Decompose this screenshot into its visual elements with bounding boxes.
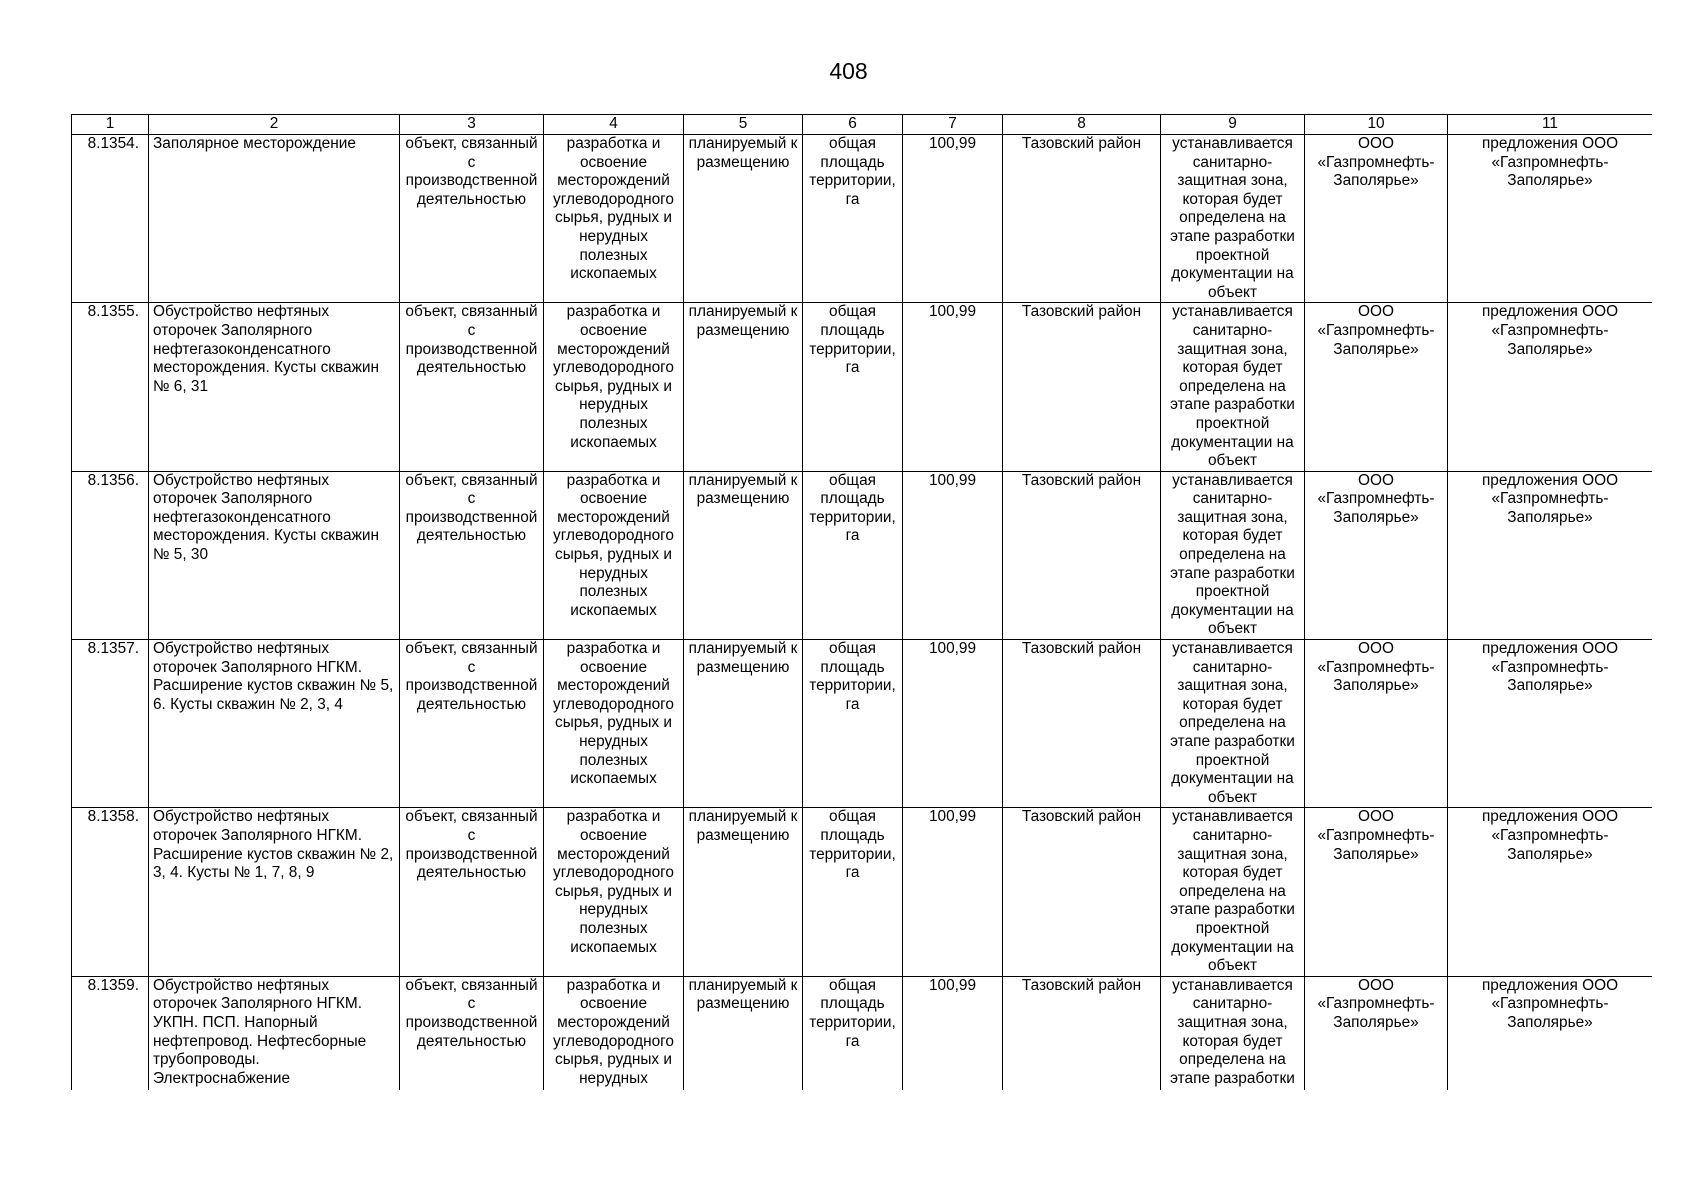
object-status: планируемый к размещению (684, 303, 803, 471)
object-status: планируемый к размещению (684, 135, 803, 303)
object-zone: устанавливается санитарно-защитная зона, которая будет определена на этапе разработки проектной документации на объект (1161, 135, 1305, 303)
objects-table (71, 114, 1652, 1090)
object-purpose: разработка и освоение месторождений углеводородного сырья, рудных и нерудных полезных ископаемых (544, 303, 684, 471)
object-name: Обустройство нефтяных оторочек Заполярного НГКМ. УКПН. ПСП. Напорный нефтепровод. Нефтесборные трубопроводы. Электроснабжение (149, 976, 400, 1090)
object-name: Обустройство нефтяных оторочек Заполярного нефтегазоконденсатного месторождения. Кусты скважин № 5, 30 (149, 471, 400, 639)
object-name: Заполярное месторождение (149, 135, 400, 303)
column-header: 11 (1448, 115, 1653, 135)
object-characteristic: общая площадь территории, га (803, 976, 903, 1090)
object-basis: предложения ООО «Газпромнефть-Заполярье» (1448, 303, 1653, 471)
object-zone: устанавливается санитарно-защитная зона, которая будет определена на этапе разработки проектной документации на объект (1161, 640, 1305, 808)
object-value: 100,99 (903, 808, 1003, 976)
object-type: объект, связанный с производственной деятельностью (400, 808, 544, 976)
table-row (72, 135, 1653, 303)
object-basis: предложения ООО «Газпромнефть-Заполярье» (1448, 640, 1653, 808)
column-header: 2 (149, 115, 400, 135)
object-location: Тазовский район (1003, 135, 1161, 303)
object-value: 100,99 (903, 471, 1003, 639)
object-status: планируемый к размещению (684, 471, 803, 639)
object-zone: устанавливается санитарно-защитная зона, которая будет определена на этапе разработки проектной документации на объект (1161, 808, 1305, 976)
object-purpose: разработка и освоение месторождений углеводородного сырья, рудных и нерудных полезных ископаемых (544, 640, 684, 808)
object-status: планируемый к размещению (684, 640, 803, 808)
object-type: объект, связанный с производственной деятельностью (400, 976, 544, 1090)
object-purpose: разработка и освоение месторождений углеводородного сырья, рудных и нерудных (544, 976, 684, 1090)
object-characteristic: общая площадь территории, га (803, 135, 903, 303)
object-owner: ООО «Газпромнефть-Заполярье» (1305, 808, 1448, 976)
object-location: Тазовский район (1003, 808, 1161, 976)
object-value: 100,99 (903, 303, 1003, 471)
row-number: 8.1354. (72, 135, 149, 303)
table-row (72, 976, 1653, 1090)
object-zone: устанавливается санитарно-защитная зона, которая будет определена на этапе разработки проектной документации на объект (1161, 471, 1305, 639)
row-number: 8.1359. (72, 976, 149, 1090)
table-container (71, 114, 1652, 1090)
object-zone: устанавливается санитарно-защитная зона, которая будет определена на этапе разработки (1161, 976, 1305, 1090)
object-location: Тазовский район (1003, 303, 1161, 471)
object-name: Обустройство нефтяных оторочек Заполярного НГКМ. Расширение кустов скважин № 5, 6. Кусты скважин № 2, 3, 4 (149, 640, 400, 808)
object-basis: предложения ООО «Газпромнефть-Заполярье» (1448, 135, 1653, 303)
table-row (72, 471, 1653, 639)
column-header: 8 (1003, 115, 1161, 135)
object-characteristic: общая площадь территории, га (803, 808, 903, 976)
table-row (72, 640, 1653, 808)
column-header: 4 (544, 115, 684, 135)
object-name: Обустройство нефтяных оторочек Заполярного нефтегазоконденсатного месторождения. Кусты скважин № 6, 31 (149, 303, 400, 471)
object-characteristic: общая площадь территории, га (803, 471, 903, 639)
column-header: 9 (1161, 115, 1305, 135)
column-header: 3 (400, 115, 544, 135)
object-value: 100,99 (903, 640, 1003, 808)
object-purpose: разработка и освоение месторождений углеводородного сырья, рудных и нерудных полезных ископаемых (544, 808, 684, 976)
object-owner: ООО «Газпромнефть-Заполярье» (1305, 303, 1448, 471)
table-row (72, 303, 1653, 471)
object-owner: ООО «Газпромнефть-Заполярье» (1305, 640, 1448, 808)
object-location: Тазовский район (1003, 976, 1161, 1090)
object-purpose: разработка и освоение месторождений углеводородного сырья, рудных и нерудных полезных ископаемых (544, 471, 684, 639)
row-number: 8.1356. (72, 471, 149, 639)
row-number: 8.1357. (72, 640, 149, 808)
row-number: 8.1358. (72, 808, 149, 976)
table-row (72, 808, 1653, 976)
object-basis: предложения ООО «Газпромнефть-Заполярье» (1448, 808, 1653, 976)
object-location: Тазовский район (1003, 640, 1161, 808)
object-owner: ООО «Газпромнефть-Заполярье» (1305, 135, 1448, 303)
object-type: объект, связанный с производственной деятельностью (400, 640, 544, 808)
object-type: объект, связанный с производственной деятельностью (400, 303, 544, 471)
column-header: 7 (903, 115, 1003, 135)
object-characteristic: общая площадь территории, га (803, 640, 903, 808)
page-number: 408 (829, 58, 868, 84)
object-type: объект, связанный с производственной деятельностью (400, 135, 544, 303)
column-header: 5 (684, 115, 803, 135)
object-type: объект, связанный с производственной деятельностью (400, 471, 544, 639)
object-basis: предложения ООО «Газпромнефть-Заполярье» (1448, 471, 1653, 639)
object-owner: ООО «Газпромнефть-Заполярье» (1305, 976, 1448, 1090)
object-name: Обустройство нефтяных оторочек Заполярного НГКМ. Расширение кустов скважин № 2, 3, 4. Кусты № 1, 7, 8, 9 (149, 808, 400, 976)
row-number: 8.1355. (72, 303, 149, 471)
column-header: 6 (803, 115, 903, 135)
header-row (72, 115, 1653, 135)
object-status: планируемый к размещению (684, 808, 803, 976)
column-header: 1 (72, 115, 149, 135)
object-zone: устанавливается санитарно-защитная зона, которая будет определена на этапе разработки проектной документации на объект (1161, 303, 1305, 471)
column-header: 10 (1305, 115, 1448, 135)
object-basis: предложения ООО «Газпромнефть-Заполярье» (1448, 976, 1653, 1090)
object-value: 100,99 (903, 135, 1003, 303)
object-value: 100,99 (903, 976, 1003, 1090)
object-owner: ООО «Газпромнефть-Заполярье» (1305, 471, 1448, 639)
object-status: планируемый к размещению (684, 976, 803, 1090)
object-location: Тазовский район (1003, 471, 1161, 639)
object-purpose: разработка и освоение месторождений углеводородного сырья, рудных и нерудных полезных ископаемых (544, 135, 684, 303)
object-characteristic: общая площадь территории, га (803, 303, 903, 471)
